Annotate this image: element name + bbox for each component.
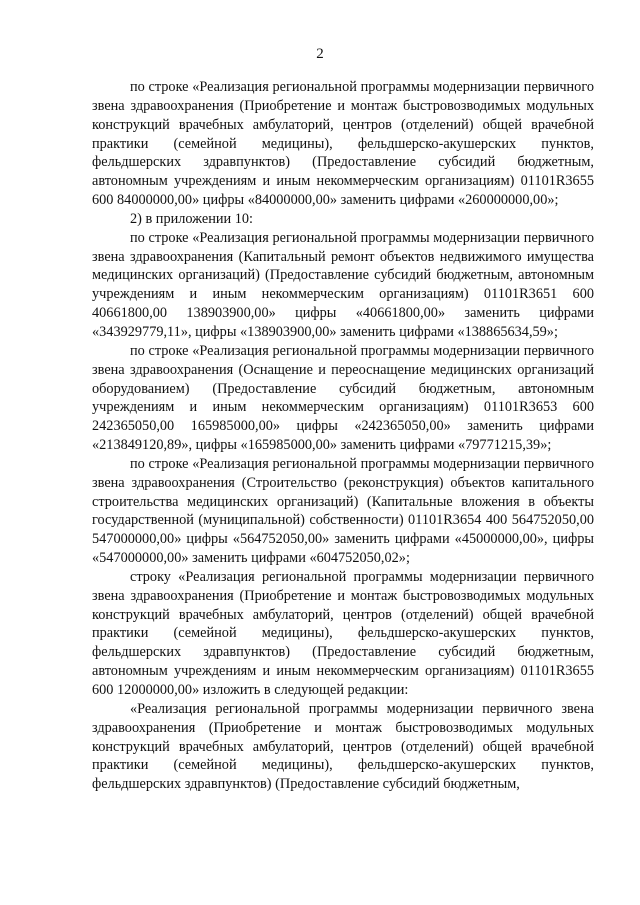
document-body xyxy=(92,78,594,794)
paragraph-appendix-10-heading: 2) в приложении 10: xyxy=(130,210,254,227)
paragraph-amendment-r3653: по строке «Реализация региональной программы модернизации первичного звена здравоохранения (Оснащение и переоснащение медицинских организаций оборудованием) (Предоставление субсидий бюджетным, автономным учреждениям и иным некоммерческим организациям) 01101R3653 600 242365050,00 165985000,00» цифры «242365050,00» заменить цифрами «213849120,89», цифры «165985000,00» заменить цифрами «79771215,39»; xyxy=(92,342,594,454)
paragraph-quoted-new-text: «Реализация региональной программы модернизации первичного звена здравоохранения (Приобретение и монтаж быстровозводимых модульных конструкций врачебных амбулаторий, центров (отделений) общей врачебной практики (семейной медицины), фельдшерско-акушерских пунктов, фельдшерских здравпунктов) (Предоставление субсидий бюджетным, xyxy=(92,700,594,793)
paragraph-amendment-r3654: по строке «Реализация региональной программы модернизации первичного звена здравоохранения (Строительство (реконструкция) объектов капитального строительства медицинских организаций) (Капитальные вложения в объекты государственной (муниципальной) собственности) 01101R3654 400 564752050,00 547000000,00» цифры «564752050,00» заменить цифрами «45000000,00», цифры «547000000,00» заменить цифрами «604752050,02»; xyxy=(92,455,594,567)
paragraph-amendment-r3655-new-edition: строку «Реализация региональной программы модернизации первичного звена здравоохранения (Приобретение и монтаж быстровозводимых модульных конструкций врачебных амбулаторий, центров (отделений) общей врачебной практики (семейной медицины), фельдшерско-акушерских пунктов, фельдшерских здравпунктов) (Предоставление субсидий бюджетным, автономным учреждениям и иным некоммерческим организациям) 01101R3655 600 12000000,00» изложить в следующей редакции: xyxy=(92,568,594,698)
paragraph-amendment-r3655-appendix: по строке «Реализация региональной программы модернизации первичного звена здравоохранения (Приобретение и монтаж быстровозводимых модульных конструкций врачебных амбулаторий, центров (отделений) общей врачебной практики (семейной медицины), фельдшерско-акушерских пунктов, фельдшерских здравпунктов) (Предоставление субсидий бюджетным, автономным учреждениям и иным некоммерческим организациям) 01101R3655 600 84000000,00» цифры «84000000,00» заменить цифрами «260000000,00»; xyxy=(92,79,594,209)
paragraph-amendment-r3651: по строке «Реализация региональной программы модернизации первичного звена здравоохранения (Капитальный ремонт объектов недвижимого имущества медицинских организаций) (Предоставление субсидий бюджетным, автономным учреждениям и иным некоммерческим организациям) 01101R3651 600 40661800,00 138903900,00» цифры «40661800,00» заменить цифрами «343929779,11», цифры «138903900,00» заменить цифрами «138865634,59»; xyxy=(92,229,594,340)
page-number: 2 xyxy=(316,46,324,62)
